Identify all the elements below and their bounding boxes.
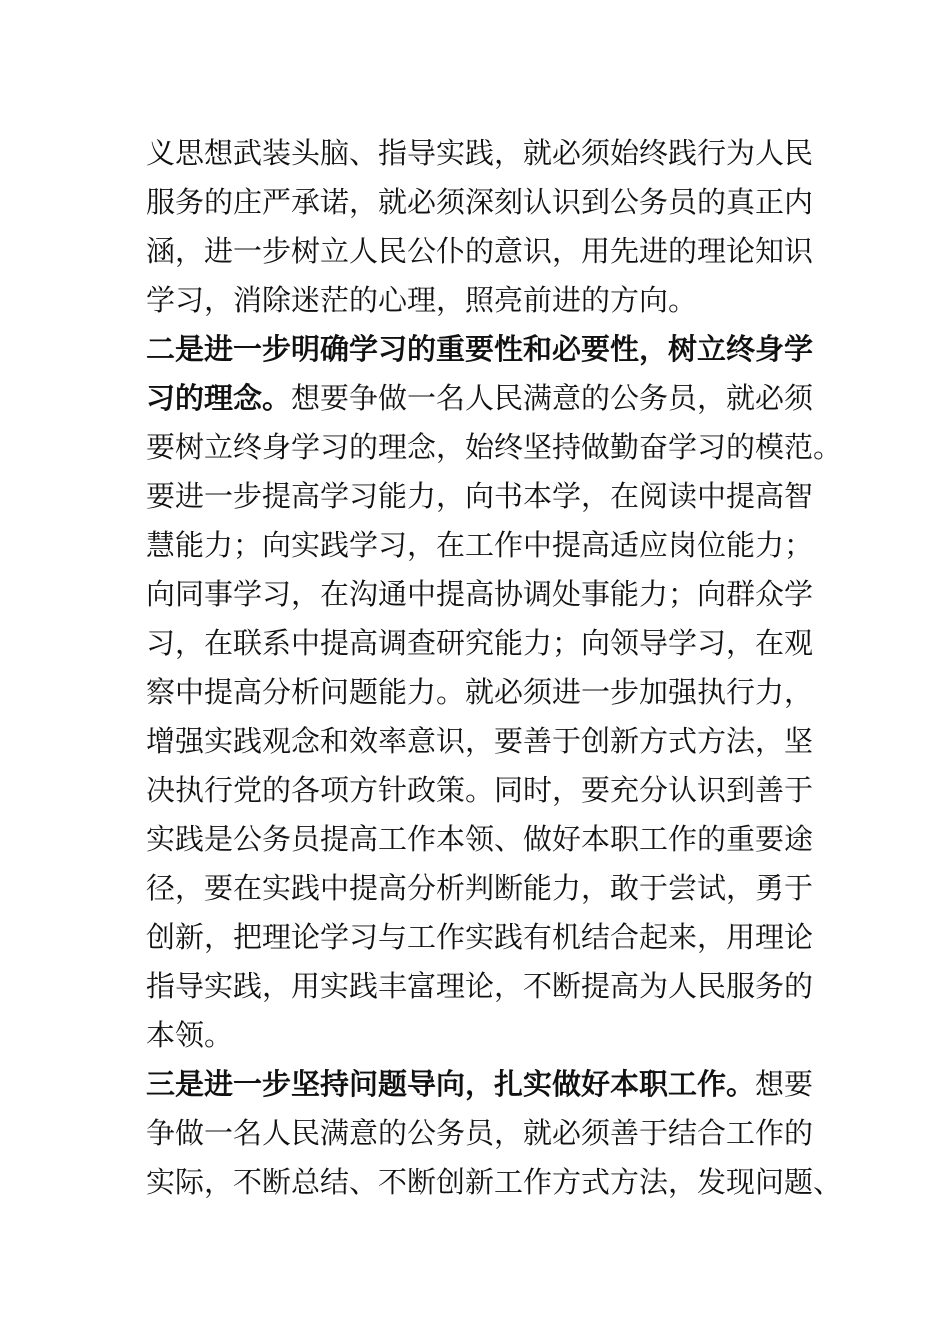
text-line	[146, 619, 836, 668]
text-line	[146, 962, 836, 1011]
text-line	[146, 570, 836, 619]
text-line	[146, 178, 836, 227]
line-text: 慧能力；向实践学习，在工作中提高适应岗位能力；	[146, 528, 814, 562]
line-text: 径，要在实践中提高分析判断能力，敢于尝试，勇于	[146, 871, 814, 905]
text-line	[146, 276, 836, 325]
line-text: 想要争做一名人民满意的公务员，就必须	[291, 381, 814, 415]
text-line	[146, 423, 843, 472]
text-line	[146, 1109, 836, 1158]
text-line	[146, 472, 836, 521]
text-line	[146, 129, 836, 178]
text-line	[146, 521, 836, 570]
bold-heading: 三是进一步坚持问题导向，扎实做好本职工作。	[146, 1067, 756, 1101]
text-line	[146, 717, 836, 766]
line-text: 创新，把理论学习与工作实践有机结合起来，用理论	[146, 920, 814, 954]
line-text: 指导实践，用实践丰富理论，不断提高为人民服务的	[146, 969, 814, 1003]
line-text: 争做一名人民满意的公务员，就必须善于结合工作的	[146, 1116, 814, 1150]
line-text: 增强实践观念和效率意识，要善于创新方式方法，坚	[146, 724, 814, 758]
line-text: 服务的庄严承诺，就必须深刻认识到公务员的真正内	[146, 185, 814, 219]
line-text: 想要	[755, 1067, 814, 1101]
line-text: 决执行党的各项方针政策。同时，要充分认识到善于	[146, 773, 814, 807]
text-line	[146, 913, 836, 962]
line-text: 涵，进一步树立人民公仆的意识，用先进的理论知识	[146, 234, 814, 268]
text-line	[146, 864, 836, 913]
text-line	[146, 1158, 843, 1207]
text-line	[146, 766, 836, 815]
line-text: 学习，消除迷茫的心理，照亮前进的方向。	[146, 283, 698, 317]
line-text: 习，在联系中提高调查研究能力；向领导学习，在观	[146, 626, 814, 660]
text-line	[146, 815, 836, 864]
text-line	[146, 1060, 836, 1109]
bold-heading: 习的理念。	[146, 381, 292, 415]
line-text: 要进一步提高学习能力，向书本学，在阅读中提高智	[146, 479, 814, 513]
text-line	[146, 227, 836, 276]
line-text: 要树立终身学习的理念，始终坚持做勤奋学习的模范。	[146, 430, 843, 464]
bold-heading: 二是进一步明确学习的重要性和必要性，树立终身学	[146, 332, 814, 366]
line-text: 向同事学习，在沟通中提高协调处事能力；向群众学	[146, 577, 814, 611]
line-text: 义思想武装头脑、指导实践，就必须始终践行为人民	[146, 136, 814, 170]
text-line	[146, 374, 836, 423]
line-text: 实践是公务员提高工作本领、做好本职工作的重要途	[146, 822, 814, 856]
text-line	[146, 668, 836, 717]
text-line	[146, 1011, 836, 1060]
text-line	[146, 325, 836, 374]
line-text: 察中提高分析问题能力。就必须进一步加强执行力，	[146, 675, 814, 709]
body-text	[146, 129, 843, 1207]
line-text: 实际，不断总结、不断创新工作方式方法，发现问题、	[146, 1165, 843, 1199]
line-text: 本领。	[146, 1018, 234, 1052]
